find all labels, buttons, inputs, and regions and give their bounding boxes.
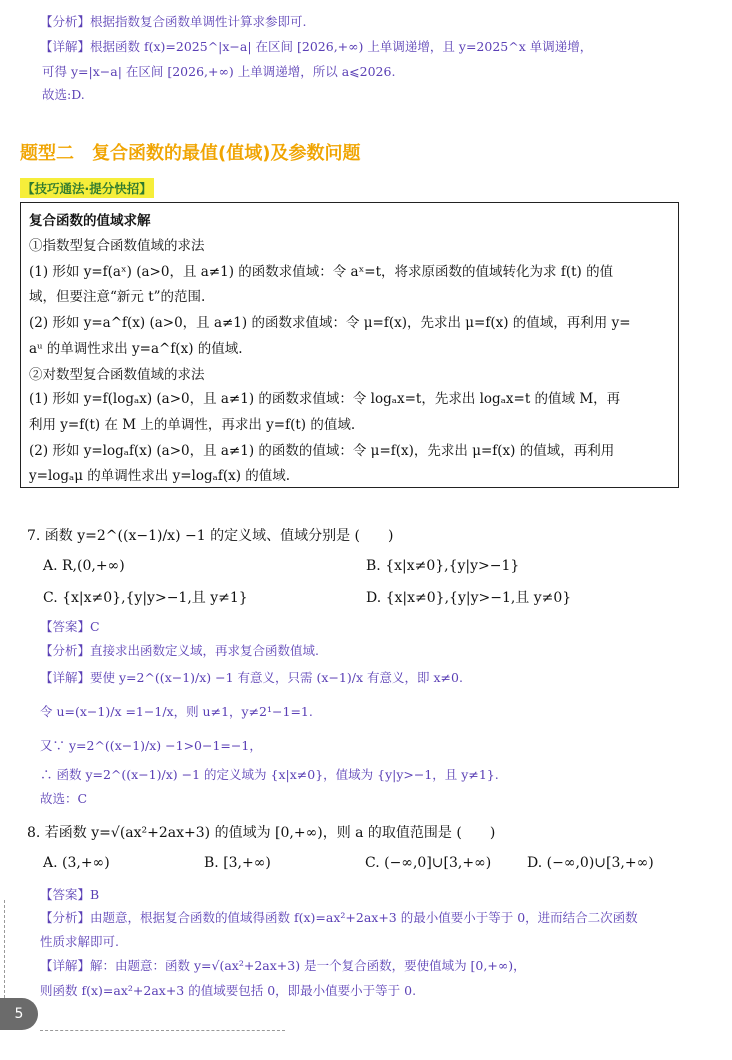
- footer-dash-line: [40, 1030, 285, 1031]
- q7-detail-2: 令 u=(x−1)/x =1−1/x，则 u≠1，y≠2¹−1=1.: [40, 704, 313, 719]
- q7-detail-1: 【详解】要使 y=2^((x−1)/x) −1 有意义，只需 (x−1)/x 有意义，即 x≠0.: [40, 670, 463, 685]
- q8-detail-1: 【详解】解：由题意：函数 y=√(ax²+2ax+3) 是一个复合函数，要使值域为 [0,+∞)，: [40, 958, 526, 973]
- q7-analysis: 【分析】直接求出函数定义域，再求复合函数值域.: [40, 643, 319, 658]
- box-line-1: ①指数型复合函数值域的求法: [29, 238, 205, 254]
- box-line-6: ②对数型复合函数值域的求法: [29, 367, 205, 383]
- q8-option-d: D. (−∞,0)∪[3,+∞): [527, 855, 654, 871]
- page-number: 5: [0, 998, 38, 1030]
- box-line-5: aᵘ 的单调性求出 y=a^f(x) 的值域.: [29, 341, 243, 357]
- q8-answer: 【答案】B: [40, 887, 100, 902]
- prev-choice: 故选:D.: [42, 87, 85, 102]
- box-line-0: 复合函数的值域求解: [29, 213, 151, 229]
- q7-answer: 【答案】C: [40, 619, 100, 634]
- q8-stem: 8. 若函数 y=√(ax²+2ax+3) 的值域为 [0,+∞)，则 a 的取值范围是 ( ): [27, 825, 496, 841]
- box-line-3: 域，但要注意“新元 t”的范围.: [29, 289, 206, 305]
- q7-stem: 7. 函数 y=2^((x−1)/x) −1 的定义域、值域分别是 ( ): [27, 528, 394, 544]
- q7-option-a: A. R,(0,+∞): [43, 558, 125, 574]
- q8-analysis-2: 性质求解即可.: [40, 934, 119, 949]
- method-box: [20, 202, 679, 488]
- q7-choice: 故选：C: [40, 791, 88, 806]
- tips-tag: 【技巧通法·提分快招】: [20, 178, 154, 198]
- q8-option-a: A. (3,+∞): [43, 855, 110, 871]
- q7-option-c: C. {x|x≠0},{y|y>−1,且 y≠1}: [43, 590, 248, 606]
- q8-analysis-1: 【分析】由题意，根据复合函数的值域得函数 f(x)=ax²+2ax+3 的最小值要小于等于 0，进而结合二次函数: [40, 910, 638, 925]
- box-line-10: y=logₐμ 的单调性求出 y=logₐf(x) 的值域.: [29, 468, 291, 484]
- q8-option-b: B. [3,+∞): [204, 855, 271, 871]
- q7-option-b: B. {x|x≠0},{y|y>−1}: [366, 558, 520, 574]
- prev-detail-1: 【详解】根据函数 f(x)=2025^|x−a| 在区间 [2026,+∞) 上单调递增，且 y=2025^x 单调递增，: [40, 39, 593, 54]
- q7-option-d: D. {x|x≠0},{y|y>−1,且 y≠0}: [366, 590, 572, 606]
- q8-detail-2: 则函数 f(x)=ax²+2ax+3 的值域要包括 0，即最小值要小于等于 0.: [40, 983, 417, 998]
- margin-dash-vertical: [4, 900, 5, 998]
- q8-option-c: C. (−∞,0]∪[3,+∞): [365, 855, 492, 871]
- box-line-2: (1) 形如 y=f(aˣ) (a>0，且 a≠1) 的函数求值域：令 aˣ=t，将求原函数的值域转化为求 f(t) 的值: [29, 264, 614, 280]
- box-line-9: (2) 形如 y=logₐf(x) (a>0，且 a≠1) 的函数的值域：令 μ=f(x)，先求出 μ=f(x) 的值域，再利用: [29, 443, 615, 459]
- q7-detail-3: 又∵ y=2^((x−1)/x) −1>0−1=−1，: [40, 738, 262, 753]
- section-title: 题型二 复合函数的最值(值域)及参数问题: [20, 143, 361, 164]
- prev-detail-2: 可得 y=|x−a| 在区间 [2026,+∞) 上单调递增，所以 a⩽2026.: [42, 64, 396, 79]
- q7-detail-4: ∴ 函数 y=2^((x−1)/x) −1 的定义域为 {x|x≠0}，值域为 {y|y>−1，且 y≠1}.: [40, 767, 499, 782]
- box-line-4: (2) 形如 y=a^f(x) (a>0，且 a≠1) 的函数求值域：令 μ=f(x)，先求出 μ=f(x) 的值域，再利用 y=: [29, 315, 631, 331]
- box-line-7: (1) 形如 y=f(logₐx) (a>0，且 a≠1) 的函数求值域：令 logₐx=t，先求出 logₐx=t 的值域 M，再: [29, 391, 621, 407]
- prev-analysis: 【分析】根据指数复合函数单调性计算求参即可.: [40, 14, 307, 29]
- box-line-8: 利用 y=f(t) 在 M 上的单调性，再求出 y=f(t) 的值域.: [29, 417, 356, 433]
